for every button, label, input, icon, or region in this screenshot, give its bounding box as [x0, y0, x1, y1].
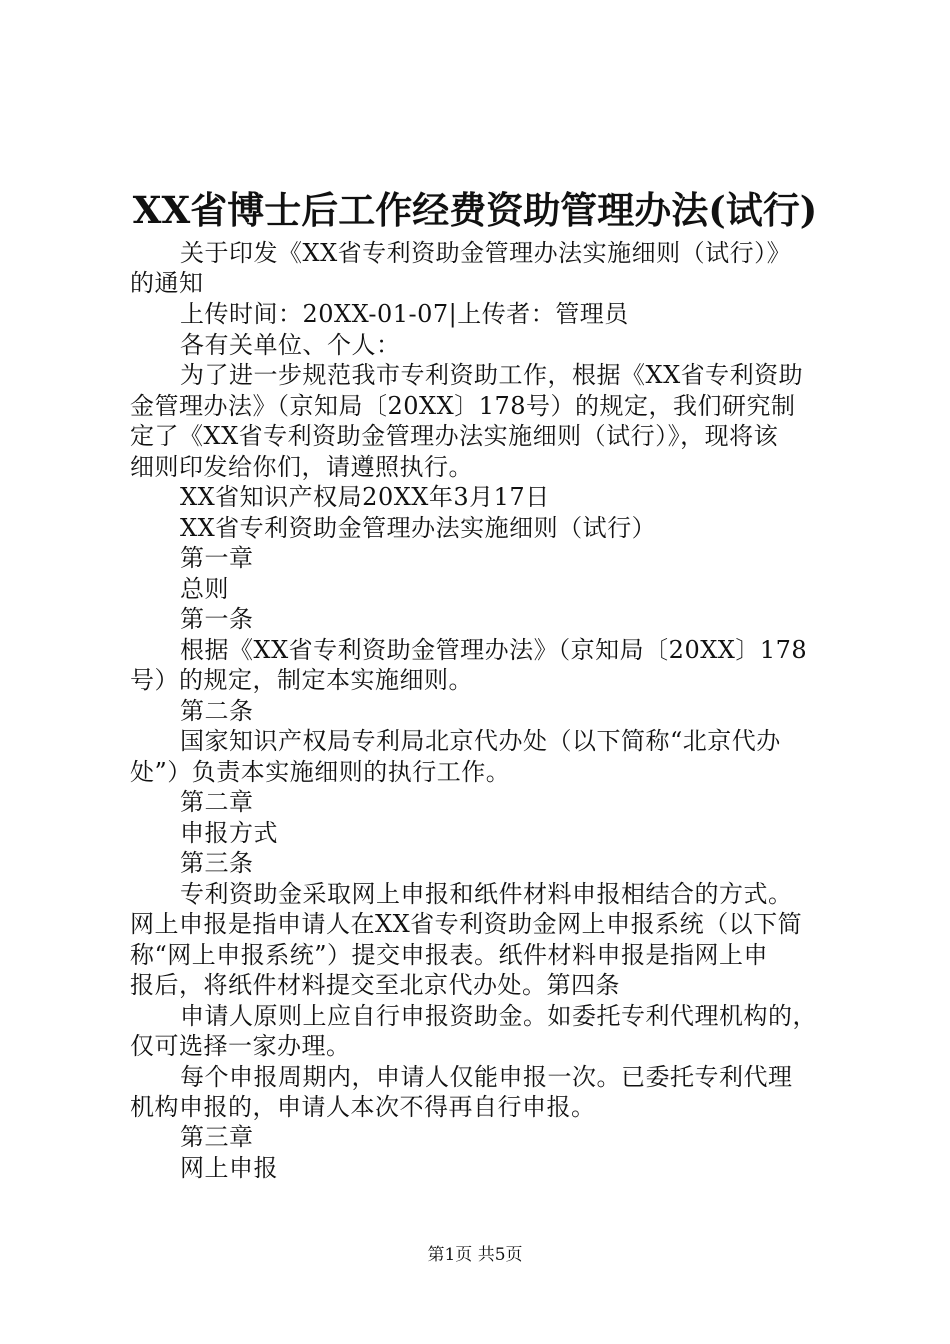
text-line: 机构申报的，申请人本次不得再自行申报。: [130, 1093, 596, 1121]
chapter-title: 申报方式: [180, 819, 278, 847]
article-heading: 第一条: [180, 605, 254, 633]
text-line: 金管理办法》（京知局〔20XX〕178号）的规定，我们研究制: [130, 392, 796, 420]
article-heading: 第三条: [180, 849, 254, 877]
text-line: 细则印发给你们，请遵照执行。: [130, 453, 473, 481]
chapter-heading: 第二章: [180, 788, 254, 816]
text-line: 上传时间：20XX-01-07|上传者：管理员: [180, 300, 629, 328]
text-line: 处”）负责本实施细则的执行工作。: [130, 758, 511, 786]
text-line: 号）的规定，制定本实施细则。: [130, 666, 473, 694]
text-line: 称“网上申报系统”）提交申报表。纸件材料申报是指网上申: [130, 941, 769, 969]
chapter-title: 网上申报: [180, 1154, 278, 1182]
text-line: XX省知识产权局20XX年3月17日: [180, 483, 550, 511]
text-line: 申请人原则上应自行申报资助金。如委托专利代理机构的，: [180, 1002, 817, 1030]
text-line: 报后，将纸件材料提交至北京代办处。第四条: [130, 971, 620, 999]
text-line: 为了进一步规范我市专利资助工作，根据《XX省专利资助: [180, 361, 804, 389]
text-line: 的通知: [130, 269, 204, 297]
article-heading: 第二条: [180, 697, 254, 725]
text-line: 每个申报周期内，申请人仅能申报一次。已委托专利代理: [180, 1063, 793, 1091]
page-footer: 第1页 共5页: [427, 1245, 523, 1265]
text-line: 定了《XX省专利资助金管理办法实施细则（试行）》，现将该: [130, 422, 779, 450]
chapter-heading: 第一章: [180, 544, 254, 572]
text-line: 网上申报是指申请人在XX省专利资助金网上申报系统（以下简: [130, 910, 803, 938]
text-line: 各有关单位、个人：: [180, 331, 401, 359]
chapter-title: 总则: [180, 575, 229, 603]
text-line: 国家知识产权局专利局北京代办处（以下简称“北京代办: [180, 727, 781, 755]
chapter-heading: 第三章: [180, 1123, 254, 1151]
text-line: 根据《XX省专利资助金管理办法》（京知局〔20XX〕178: [180, 636, 808, 664]
text-line: XX省专利资助金管理办法实施细则（试行）: [180, 514, 657, 542]
document-title: XX省博士后工作经费资助管理办法(试行): [132, 188, 818, 232]
text-line: 专利资助金采取网上申报和纸件材料申报相结合的方式。: [180, 880, 793, 908]
text-line: 仅可选择一家办理。: [130, 1032, 351, 1060]
text-line: 关于印发《XX省专利资助金管理办法实施细则（试行）》: [180, 239, 792, 267]
